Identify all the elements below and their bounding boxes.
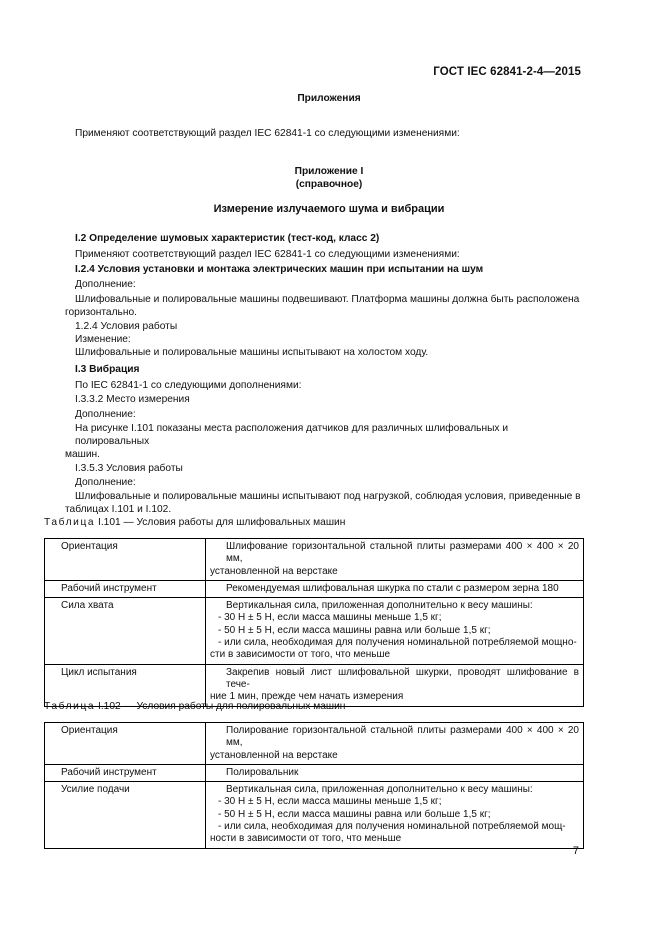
row-value — [206, 539, 584, 581]
value-line: ности в зависимости от того, что меньше — [210, 833, 402, 845]
value-line: Полирование горизонтальной стальной плиты размерами 400 × 400 × 20 мм, — [226, 725, 579, 749]
value-line: установленной на верстаке — [210, 565, 338, 577]
table-i101-caption: Таблица I.101 — Условия работы для шлифовальных машин — [44, 517, 346, 528]
row-label: Рабочий инструмент — [45, 764, 206, 781]
section-i353-title: I.3.5.3 Условия работы — [75, 462, 183, 474]
annex-name: Измерение излучаемого шума и вибрации — [213, 203, 445, 216]
section-i332-text-cont: машин. — [65, 448, 100, 460]
row-value — [206, 580, 584, 597]
standard-header: ГОСТ IEC 62841-2-4—2015 — [433, 66, 581, 78]
row-label: Сила хвата — [45, 598, 206, 664]
value-line: Вертикальная сила, приложенная дополнительно к весу машины: — [226, 600, 533, 612]
value-line: - 30 Н ± 5 Н, если масса машины меньше 1,5 кг; — [218, 796, 442, 808]
page-body — [65, 92, 583, 516]
row-label: Ориентация — [45, 539, 206, 581]
row-label: Ориентация — [45, 723, 206, 765]
section-i353-text: Шлифовальные и полировальные машины испытывают под нагрузкой, соблюдая условия, приведенные в — [75, 491, 581, 503]
section-i24-text-cont: горизонтально. — [65, 306, 137, 318]
row-label: Рабочий инструмент — [45, 580, 206, 597]
section-i3-text: По IEC 62841-1 со следующими дополнениями: — [75, 380, 302, 392]
row-value — [206, 723, 584, 765]
section-i332-text: На рисунке I.101 показаны места расположения датчиков для различных шлифовальных и полировальных — [75, 422, 509, 447]
section-124-change: Изменение: — [75, 334, 131, 346]
value-line: ние 1 мин, прежде чем начать измерения — [210, 691, 404, 703]
section-124-title: 1.2.4 Условия работы — [75, 321, 178, 333]
table-row — [45, 539, 584, 581]
row-value — [206, 598, 584, 664]
section-i24-text: Шлифовальные и полировальные машины подвешивают. Платформа машины должна быть расположена — [75, 293, 580, 305]
annex-subtitle: (справочное) — [295, 179, 363, 191]
table-row — [45, 764, 584, 781]
value-line: Шлифование горизонтальной стальной плиты размерами 400 × 400 × 20 мм, — [226, 541, 579, 565]
row-label: Цикл испытания — [45, 664, 206, 706]
annex-title: Приложение I — [294, 166, 364, 178]
row-value — [206, 664, 584, 706]
value-line: - 50 Н ± 5 Н, если масса машины равна или больше 1,5 кг; — [218, 624, 491, 636]
value-line: - 50 Н ± 5 Н, если масса машины равна или больше 1,5 кг; — [218, 808, 491, 820]
section-i2-text: Применяют соответствующий раздел IEC 62841-1 со следующими изменениями: — [75, 248, 460, 260]
table-i102 — [44, 722, 584, 849]
section-i332-title: I.3.3.2 Место измерения — [75, 393, 190, 405]
page-number: 7 — [572, 845, 579, 857]
section-124-text: Шлифовальные и полировальные машины испытывают на холостом ходу. — [75, 347, 429, 359]
table-row — [45, 723, 584, 765]
table-i101-block — [44, 517, 584, 707]
table-row — [45, 782, 584, 848]
value-line: - или сила, необходимая для получения номинальной потребляемой мощ- — [218, 821, 566, 833]
value-line: Рекомендуемая шлифовальная шкурка по стали с размером зерна 180 — [226, 582, 559, 594]
intro-text: Применяют соответствующий раздел IEC 62841-1 со следующими изменениями: — [75, 128, 460, 140]
row-value — [206, 764, 584, 781]
value-line: Вертикальная сила, приложенная дополнительно к весу машины: — [226, 784, 533, 796]
value-line: сти в зависимости от того, что меньше — [210, 649, 391, 661]
section-i3-title: I.3 Вибрация — [75, 364, 140, 376]
section-i24-title: I.2.4 Условия установки и монтажа электрических машин при испытании на шум — [75, 263, 484, 275]
row-label: Усилие подачи — [45, 782, 206, 848]
value-line: Полировальник — [226, 766, 299, 778]
table-row — [45, 664, 584, 706]
section-i24-add: Дополнение: — [75, 278, 136, 290]
section-i353-text-cont: таблицах I.101 и I.102. — [65, 504, 172, 516]
value-line: Закрепив новый лист шлифовальной шкурки, проводят шлифование в тече- — [226, 666, 579, 690]
table-i102-caption: Таблица I.102 — Условия работы для полировальных машин — [44, 701, 346, 712]
table-row — [45, 598, 584, 664]
section-i2-title: I.2 Определение шумовых характеристик (тест-код, класс 2) — [75, 233, 380, 245]
row-value — [206, 782, 584, 848]
value-line: установленной на верстаке — [210, 749, 338, 761]
table-i101 — [44, 538, 584, 707]
table-i102-block — [44, 701, 584, 849]
section-i353-add: Дополнение: — [75, 477, 136, 489]
table-row — [45, 580, 584, 597]
value-line: - или сила, необходимая для получения номинальной потребляемой мощно- — [218, 637, 577, 649]
appendix-heading: Приложения — [297, 93, 361, 104]
value-line: - 30 Н ± 5 Н, если масса машины меньше 1,5 кг; — [218, 612, 442, 624]
section-i332-add: Дополнение: — [75, 408, 136, 420]
